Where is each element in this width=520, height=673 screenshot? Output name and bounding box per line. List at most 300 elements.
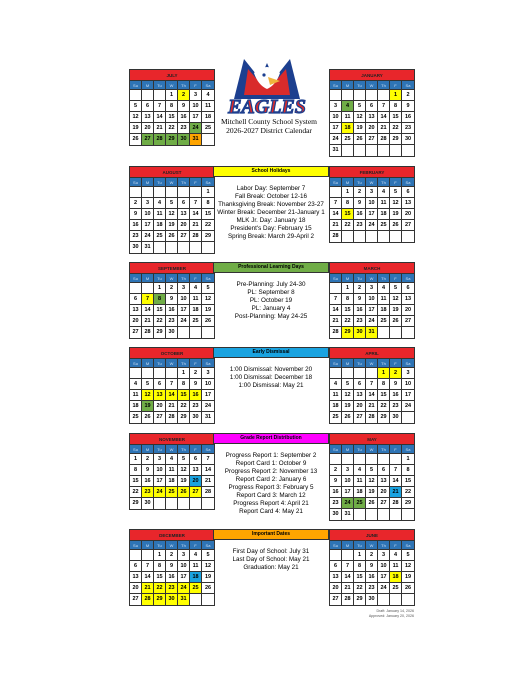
day-cell: 6: [154, 379, 166, 390]
day-cell: 28: [202, 487, 214, 498]
day-cell: 16: [354, 305, 366, 316]
day-cell: 31: [204, 414, 212, 420]
day-cell: 16: [130, 220, 142, 231]
week-row: [130, 390, 214, 401]
day-cell: 8: [402, 465, 414, 476]
weekday-label: Th: [178, 541, 190, 550]
day-cell: 11: [330, 390, 342, 401]
empty-cell: [402, 594, 414, 605]
week-row: [330, 583, 414, 594]
day-cell: 22: [130, 487, 142, 498]
day-cell: 21: [366, 401, 378, 412]
weekday-label: Su: [330, 81, 342, 90]
day-cell: 9: [354, 294, 366, 305]
day-cell: 20: [178, 220, 190, 231]
weekday-label: W: [166, 178, 178, 187]
weekday-label: Su: [330, 445, 342, 454]
day-cell: 16: [402, 112, 414, 123]
empty-cell: [390, 594, 402, 605]
day-cell: 15: [342, 305, 354, 316]
empty-cell: [402, 231, 414, 242]
day-cell: 7: [154, 101, 166, 112]
day-cell: 23: [330, 498, 342, 509]
day-cell: 23: [178, 123, 190, 134]
empty-cell: [366, 231, 378, 242]
day-cell: 15: [178, 390, 190, 401]
day-cell: 23: [142, 487, 154, 498]
day-cell: 5: [342, 379, 354, 390]
day-cell: 22: [166, 123, 178, 134]
week-row: [330, 572, 414, 583]
weekday-label: F: [390, 445, 402, 454]
weekday-label: F: [390, 274, 402, 283]
day-cell: 19: [366, 487, 378, 498]
day-cell: 10: [366, 294, 378, 305]
week-row: [330, 112, 414, 123]
week-row: [330, 390, 414, 401]
day-cell: 21: [202, 476, 214, 487]
day-cell: 20: [190, 476, 202, 487]
day-cell: 23: [166, 583, 178, 594]
empty-cell: [378, 509, 390, 520]
month-november: [129, 433, 215, 510]
day-cell: 12: [202, 294, 214, 305]
week-row: [130, 283, 214, 294]
day-cell: 24: [402, 401, 414, 412]
day-cell: 30: [390, 412, 402, 423]
day-cell: 31: [142, 242, 154, 253]
day-cell: 23: [390, 401, 402, 412]
day-cell: 13: [366, 112, 378, 123]
weekday-label: Sa: [202, 178, 214, 187]
day-cell: 26: [130, 134, 142, 145]
day-cell: 17: [378, 572, 390, 583]
section-title: Early Dismissal: [213, 347, 329, 358]
day-cell: 3: [178, 550, 190, 561]
section-line: Progress Report 2: November 13: [224, 468, 318, 475]
weekday-label: Sa: [202, 274, 214, 283]
weekday-label: M: [142, 178, 154, 187]
day-cell: 12: [130, 112, 142, 123]
day-cell: 26: [178, 487, 190, 498]
day-cell: 2: [330, 465, 342, 476]
day-cell: 19: [402, 572, 414, 583]
empty-cell: [390, 145, 402, 156]
day-cell: 1: [342, 187, 354, 198]
week-row: [130, 412, 214, 423]
weekday-label: Th: [378, 359, 390, 368]
empty-cell: [378, 145, 390, 156]
weekday-label: M: [142, 541, 154, 550]
day-cell: 22: [342, 220, 354, 231]
day-cell: 4: [190, 550, 202, 561]
weekday-label: F: [390, 81, 402, 90]
section-line: Report Card 1: October 9: [235, 460, 307, 467]
day-cell: 10: [154, 465, 166, 476]
day-cell: 17: [366, 305, 378, 316]
day-cell: 10: [366, 198, 378, 209]
weekday-label: Su: [130, 445, 142, 454]
weekday-label: Sa: [402, 445, 414, 454]
day-cell: 10: [378, 561, 390, 572]
day-cell: 9: [190, 379, 202, 390]
weekday-label: Sa: [202, 445, 214, 454]
day-cell: 24: [202, 401, 214, 412]
day-cell: 27: [142, 134, 154, 145]
week-row: [130, 572, 214, 583]
section-early-dismissal: [213, 347, 329, 442]
day-cell: 24: [342, 498, 354, 509]
week-row: [130, 550, 214, 561]
day-cell: 7: [142, 294, 154, 305]
month-april: [329, 347, 415, 424]
week-row: [130, 316, 214, 327]
day-cell: 16: [390, 390, 402, 401]
weekday-label: Tu: [354, 445, 366, 454]
day-cell: 17: [202, 390, 214, 401]
day-cell: 27: [130, 327, 142, 338]
day-cell: 24: [178, 583, 190, 594]
day-cell: 6: [378, 465, 390, 476]
empty-cell: [402, 327, 414, 338]
day-cell: 29: [166, 134, 178, 145]
day-cell: 7: [342, 561, 354, 572]
empty-cell: [166, 242, 178, 253]
empty-cell: [330, 550, 342, 561]
day-cell: 15: [166, 112, 178, 123]
weekday-label: Tu: [154, 359, 166, 368]
day-cell: 22: [342, 316, 354, 327]
day-cell: 25: [378, 316, 390, 327]
empty-cell: [342, 90, 354, 101]
empty-cell: [154, 368, 166, 379]
day-cell: 5: [402, 550, 414, 561]
empty-cell: [402, 145, 414, 156]
day-cell: 4: [202, 90, 214, 101]
week-row: [130, 112, 214, 123]
day-cell: 19: [166, 220, 178, 231]
day-cell: 3: [190, 90, 202, 101]
day-cell: 28: [142, 327, 154, 338]
day-cell: 5: [390, 187, 402, 198]
week-row: [330, 550, 414, 561]
weekday-header: [130, 445, 214, 454]
approved-date: Approved: January 20, 2026: [368, 614, 414, 618]
empty-cell: [354, 368, 366, 379]
day-cell: 27: [402, 220, 414, 231]
section-body: [213, 540, 329, 572]
day-cell: 30: [402, 134, 414, 145]
week-row: [330, 465, 414, 476]
empty-cell: [190, 242, 202, 253]
day-cell: 29: [154, 327, 166, 338]
day-cell: 23: [190, 401, 202, 412]
empty-cell: [178, 498, 190, 509]
day-cell: 1: [154, 283, 166, 294]
month-may: [329, 433, 415, 521]
week-row: [130, 594, 214, 605]
day-cell: 7: [190, 198, 202, 209]
day-cell: 30: [354, 327, 366, 338]
day-cell: 9: [178, 101, 190, 112]
day-cell: 29: [202, 231, 214, 242]
month-title: JUNE: [330, 530, 414, 541]
empty-cell: [330, 368, 342, 379]
section-grade-reports: [213, 433, 329, 528]
day-cell: 20: [354, 401, 366, 412]
section-line: Last Day of School: May 21: [232, 556, 310, 563]
week-row: [130, 242, 214, 253]
day-cell: 12: [202, 561, 214, 572]
empty-cell: [166, 368, 178, 379]
day-cell: 21: [142, 583, 154, 594]
day-cell: 18: [190, 572, 202, 583]
day-cell: 15: [402, 476, 414, 487]
day-cell: 16: [190, 390, 202, 401]
empty-cell: [130, 187, 142, 198]
day-cell: 31: [330, 145, 342, 156]
empty-cell: [378, 454, 390, 465]
day-cell: 27: [402, 316, 414, 327]
empty-cell: [366, 90, 378, 101]
month-march: [329, 262, 415, 339]
week-row: [130, 220, 214, 231]
day-cell: 2: [166, 283, 178, 294]
day-cell: 23: [354, 316, 366, 327]
week-row: [330, 90, 414, 101]
day-cell: 3: [378, 550, 390, 561]
weekday-label: W: [166, 359, 178, 368]
empty-cell: [330, 454, 342, 465]
day-cell: 3: [178, 283, 190, 294]
day-cell: 11: [378, 198, 390, 209]
day-cell: 20: [130, 316, 142, 327]
empty-cell: [390, 327, 402, 338]
week-row: [330, 487, 414, 498]
day-cell: 4: [190, 283, 202, 294]
section-line: 1:00 Dismissal: December 18: [229, 374, 313, 381]
weekday-label: Su: [130, 541, 142, 550]
day-cell: 31: [190, 134, 202, 145]
day-cell: 9: [130, 209, 142, 220]
day-cell: 30: [366, 594, 378, 605]
day-cell: 10: [402, 379, 414, 390]
day-cell: 9: [354, 198, 366, 209]
day-cell: 21: [342, 583, 354, 594]
empty-cell: [366, 368, 378, 379]
weekday-label: F: [190, 178, 202, 187]
week-row: [130, 187, 214, 198]
calendar-title: 2026-2027 District Calendar: [226, 126, 312, 135]
empty-cell: [378, 90, 390, 101]
day-cell: 7: [202, 454, 214, 465]
weekday-header: [330, 541, 414, 550]
weekday-header: [130, 541, 214, 550]
weekday-label: Th: [178, 445, 190, 454]
day-cell: 15: [154, 572, 166, 583]
week-row: [130, 90, 214, 101]
weekday-label: Su: [130, 359, 142, 368]
day-cell: 17: [154, 476, 166, 487]
empty-cell: [390, 231, 402, 242]
weekday-label: Sa: [402, 541, 414, 550]
empty-cell: [342, 231, 354, 242]
day-cell: 13: [130, 305, 142, 316]
day-cell: 22: [390, 123, 402, 134]
day-cell: 10: [178, 561, 190, 572]
weekday-label: M: [342, 541, 354, 550]
day-cell: 13: [190, 465, 202, 476]
empty-cell: [154, 242, 166, 253]
day-cell: 6: [130, 294, 142, 305]
day-cell: 30: [190, 412, 202, 423]
empty-cell: [330, 187, 342, 198]
day-cell: 14: [142, 572, 154, 583]
week-row: [130, 498, 214, 509]
day-cell: 21: [390, 487, 402, 498]
day-cell: 19: [178, 476, 190, 487]
empty-cell: [142, 90, 154, 101]
month-september: [129, 262, 215, 339]
month-title: JULY: [130, 70, 214, 81]
day-cell: 15: [390, 112, 402, 123]
day-cell: 8: [202, 198, 214, 209]
weekday-header: [130, 178, 214, 187]
weekday-label: M: [342, 81, 354, 90]
weekday-label: Sa: [402, 81, 414, 90]
day-cell: 23: [166, 316, 178, 327]
empty-cell: [342, 145, 354, 156]
day-cell: 25: [166, 487, 178, 498]
day-cell: 27: [330, 594, 342, 605]
weekday-label: W: [166, 81, 178, 90]
day-cell: 2: [402, 90, 414, 101]
day-cell: 12: [390, 294, 402, 305]
section-line: Progress Report 4: April 21: [233, 500, 309, 507]
section-line: 1:00 Dismissal: November 20: [229, 366, 313, 373]
day-cell: 13: [378, 476, 390, 487]
weekday-label: M: [342, 445, 354, 454]
day-cell: 19: [202, 305, 214, 316]
section-line: PL: September 8: [247, 289, 295, 296]
week-row: [330, 368, 414, 379]
day-cell: 28: [330, 231, 342, 242]
day-cell: 22: [378, 401, 390, 412]
day-cell: 25: [130, 412, 142, 423]
month-title: DECEMBER: [130, 530, 214, 541]
day-cell: 20: [142, 123, 154, 134]
weekday-header: [330, 359, 414, 368]
day-cell: 27: [178, 231, 190, 242]
day-cell: 3: [402, 368, 414, 379]
day-cell: 4: [378, 187, 390, 198]
week-row: [130, 123, 214, 134]
day-cell: 14: [142, 305, 154, 316]
week-row: [130, 198, 214, 209]
weekday-label: Tu: [354, 541, 366, 550]
day-cell: 10: [178, 294, 190, 305]
month-february: [329, 166, 415, 243]
empty-cell: [130, 283, 142, 294]
month-october: [129, 347, 215, 424]
section-body: [213, 358, 329, 390]
day-cell: 18: [166, 476, 178, 487]
day-cell: 19: [142, 401, 154, 412]
section-line: Report Card 4: May 21: [239, 508, 303, 515]
day-cell: 9: [330, 476, 342, 487]
day-cell: 14: [330, 209, 342, 220]
weekday-label: Tu: [354, 359, 366, 368]
day-cell: 3: [366, 187, 378, 198]
day-cell: 25: [378, 220, 390, 231]
day-cell: 2: [390, 368, 402, 379]
eagle-mascot-icon: [220, 55, 314, 117]
section-line: PL: January 4: [251, 305, 291, 312]
day-cell: 3: [366, 283, 378, 294]
weekday-label: Su: [130, 81, 142, 90]
day-cell: 13: [178, 209, 190, 220]
week-row: [330, 498, 414, 509]
day-cell: 30: [166, 327, 178, 338]
weekday-label: Th: [378, 178, 390, 187]
day-cell: 18: [390, 572, 402, 583]
day-cell: 22: [202, 220, 214, 231]
day-cell: 5: [366, 465, 378, 476]
day-cell: 6: [190, 454, 202, 465]
weekday-label: Sa: [402, 274, 414, 283]
day-cell: 11: [378, 294, 390, 305]
week-row: [330, 401, 414, 412]
day-cell: 29: [390, 134, 402, 145]
day-cell: 10: [330, 112, 342, 123]
day-cell: 16: [142, 476, 154, 487]
day-cell: 12: [342, 390, 354, 401]
week-row: [330, 101, 414, 112]
section-line: Post-Planning: May 24-25: [234, 313, 308, 320]
day-cell: 14: [190, 209, 202, 220]
day-cell: 10: [142, 209, 154, 220]
section-line: MLK Jr. Day: January 18: [236, 217, 306, 224]
section-line: Progress Report 3: February 5: [228, 484, 314, 491]
day-cell: 8: [178, 379, 190, 390]
month-june: [329, 529, 415, 606]
month-title: OCTOBER: [130, 348, 214, 359]
day-cell: 12: [178, 465, 190, 476]
empty-cell: [342, 550, 354, 561]
section-line: Spring Break: March 29-April 2: [227, 233, 315, 240]
day-cell: 15: [354, 572, 366, 583]
weekday-label: W: [366, 541, 378, 550]
eagles-logo: [220, 55, 314, 117]
day-cell: 16: [354, 209, 366, 220]
weekday-label: Su: [330, 274, 342, 283]
day-cell: 30: [142, 498, 154, 509]
day-cell: 18: [378, 305, 390, 316]
day-cell: 17: [402, 390, 414, 401]
day-cell: 27: [378, 498, 390, 509]
day-cell: 4: [390, 550, 402, 561]
day-cell: 14: [202, 465, 214, 476]
day-cell: 30: [330, 509, 342, 520]
day-cell: 28: [330, 327, 342, 338]
weekday-label: Tu: [354, 274, 366, 283]
week-row: [130, 476, 214, 487]
day-cell: 6: [178, 198, 190, 209]
section-body: [213, 177, 329, 241]
day-cell: 9: [166, 294, 178, 305]
day-cell: 13: [154, 390, 166, 401]
day-cell: 15: [130, 476, 142, 487]
